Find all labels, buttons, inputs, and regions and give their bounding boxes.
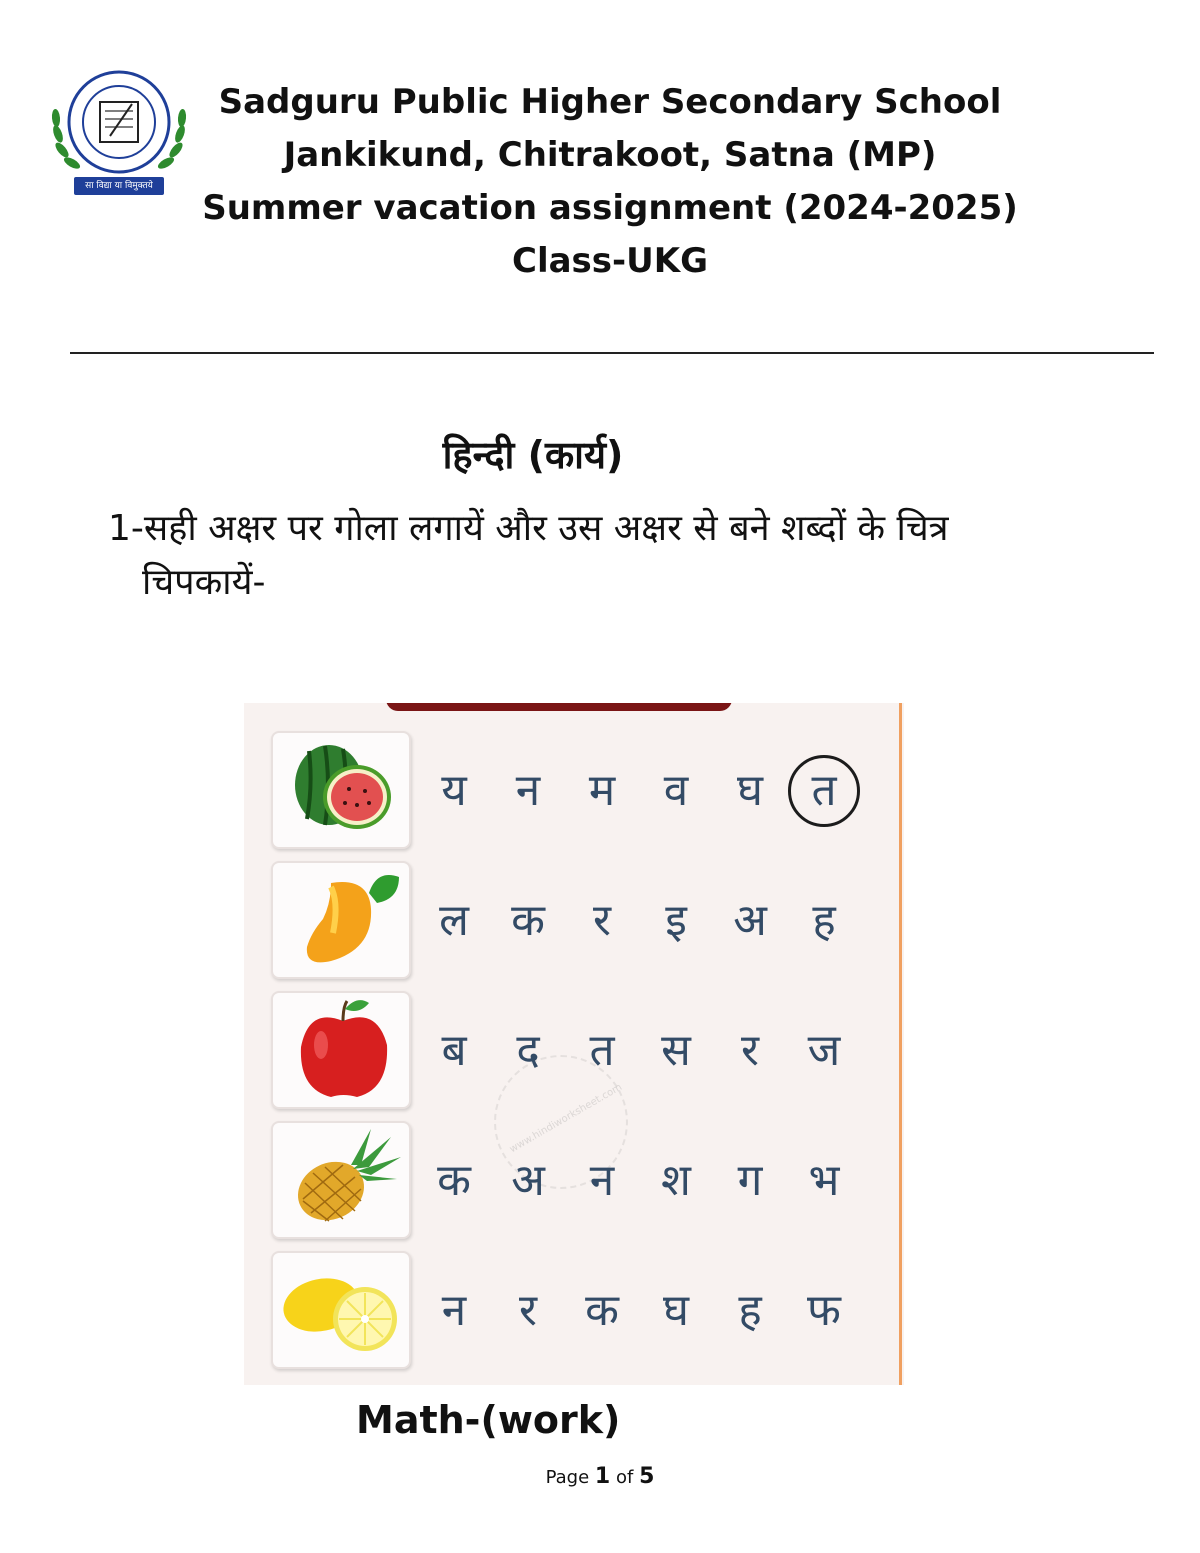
- letter[interactable]: न: [515, 765, 541, 816]
- letter[interactable]: ज: [807, 1025, 841, 1076]
- letter-row-3: [424, 1021, 874, 1081]
- math-section-title: Math-(work): [356, 1398, 621, 1442]
- letter[interactable]: क: [511, 895, 545, 946]
- fruit-card-watermelon: [271, 731, 411, 849]
- page-footer: [0, 1464, 1200, 1489]
- letter[interactable]: न: [441, 1285, 467, 1336]
- question-line-2: चिपकायें-: [142, 562, 266, 603]
- letter[interactable]: ह: [738, 1285, 762, 1336]
- letter-worksheet: [244, 703, 904, 1385]
- page-total: 5: [639, 1464, 655, 1489]
- of-label: of: [615, 1467, 634, 1488]
- letter[interactable]: इ: [665, 895, 687, 946]
- letter[interactable]: ल: [439, 895, 469, 946]
- fruit-card-apple: [271, 991, 411, 1109]
- letter-row-5: [424, 1281, 874, 1341]
- worksheet-edge: [899, 703, 902, 1385]
- school-header: [200, 76, 1020, 288]
- letter[interactable]: ब: [441, 1025, 467, 1076]
- fruit-card-pineapple: [271, 1121, 411, 1239]
- letter[interactable]: घ: [662, 1285, 689, 1336]
- header-divider: [70, 352, 1154, 354]
- letter[interactable]: ह: [812, 895, 836, 946]
- page-current: 1: [594, 1464, 611, 1489]
- letter[interactable]: र: [593, 895, 611, 946]
- watermelon-icon: [273, 733, 409, 847]
- school-address: Jankikund, Chitrakoot, Satna (MP): [283, 135, 937, 175]
- school-logo: [48, 64, 190, 200]
- letter[interactable]: व: [663, 765, 689, 816]
- page-label: Page: [545, 1467, 590, 1488]
- worksheet-banner: [386, 703, 732, 711]
- letter[interactable]: म: [588, 765, 616, 816]
- mango-icon: [273, 863, 409, 977]
- pineapple-icon: [273, 1123, 409, 1237]
- letter[interactable]: क: [437, 1155, 471, 1206]
- letter-row-4: [424, 1151, 874, 1211]
- lemon-icon: [273, 1253, 409, 1367]
- school-name: Sadguru Public Higher Secondary School: [218, 82, 1002, 122]
- letter[interactable]: श: [661, 1155, 691, 1206]
- letter[interactable]: ग: [737, 1155, 763, 1206]
- letter[interactable]: द: [516, 1025, 540, 1076]
- logo-motto: सा विद्या या विमुक्तये: [85, 181, 153, 191]
- letter-row-1: [424, 761, 874, 821]
- letter[interactable]: त: [589, 1025, 615, 1076]
- letter[interactable]: स: [661, 1025, 691, 1076]
- letter[interactable]: अ: [733, 895, 767, 946]
- letter[interactable]: घ: [736, 765, 763, 816]
- letter[interactable]: र: [741, 1025, 759, 1076]
- letter[interactable]: क: [585, 1285, 619, 1336]
- letter[interactable]: न: [589, 1155, 615, 1206]
- class-label: Class-UKG: [512, 241, 708, 281]
- letter: त: [811, 765, 837, 816]
- hindi-section-title: हिन्दी (कार्य): [442, 433, 624, 477]
- apple-icon: [273, 993, 409, 1107]
- question-line-1: 1-सही अक्षर पर गोला लगायें और उस अक्षर से बने शब्दों के चित्र: [108, 508, 949, 549]
- fruit-card-mango: [271, 861, 411, 979]
- assignment-title: Summer vacation assignment (2024-2025): [202, 188, 1018, 228]
- letter[interactable]: अ: [511, 1155, 545, 1206]
- letter[interactable]: भ: [808, 1155, 840, 1206]
- circled-letter[interactable]: [794, 761, 854, 821]
- hindi-question: [108, 502, 1108, 610]
- fruit-card-lemon: [271, 1251, 411, 1369]
- watermark-text: www.hindiworksheet.com: [507, 1081, 625, 1156]
- letter[interactable]: र: [519, 1285, 537, 1336]
- letter[interactable]: य: [441, 765, 467, 816]
- letter-row-2: [424, 891, 874, 951]
- letter[interactable]: फ: [807, 1285, 841, 1336]
